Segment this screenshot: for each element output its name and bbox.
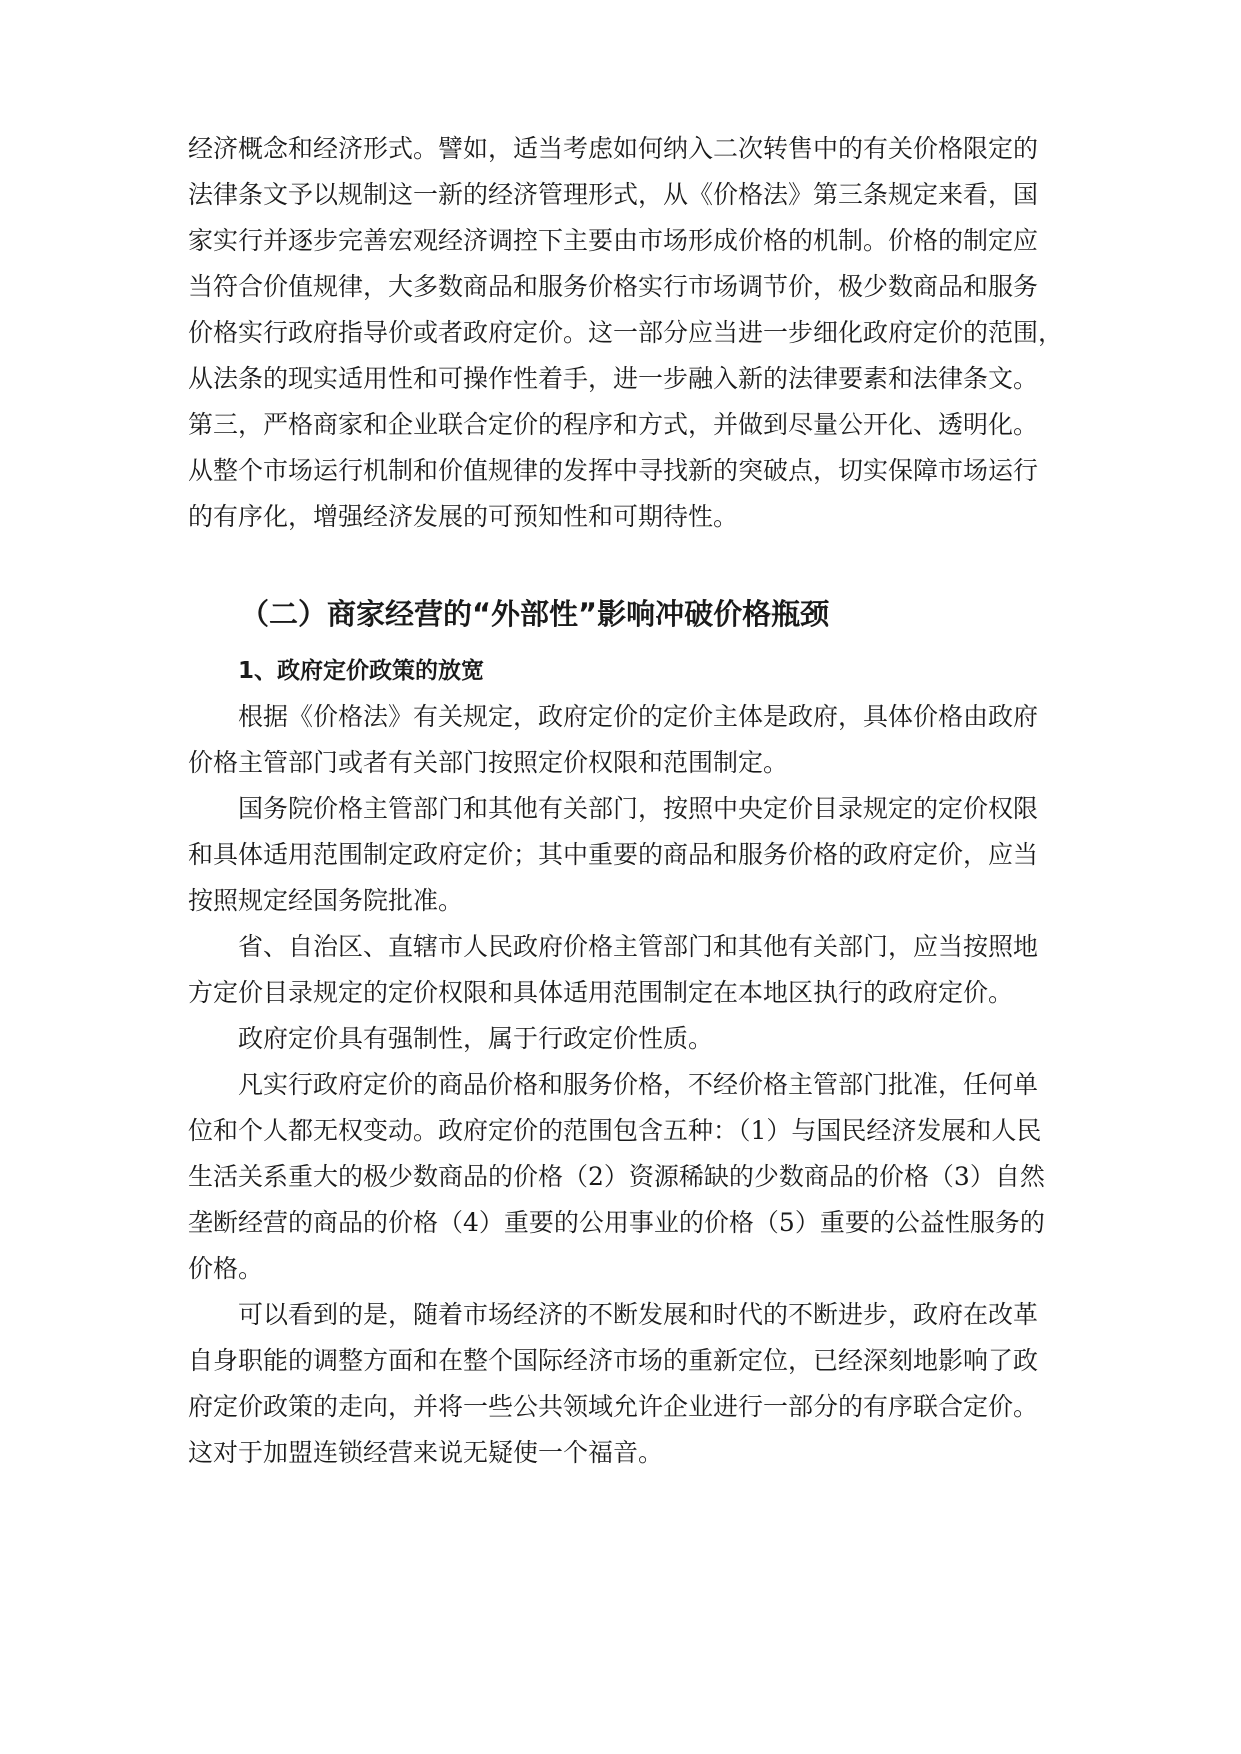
paragraph-1-line-8: 从整个市场运行机制和价值规律的发挥中寻找新的突破点，切实保障市场运行	[188, 456, 1039, 485]
paragraph-1-line-2: 法律条文予以规制这一新的经济管理形式，从《价格法》第三条规定来看，国	[188, 180, 1039, 209]
paragraph-3-line-2: 和具体适用范围制定政府定价；其中重要的商品和服务价格的政府定价，应当	[188, 840, 1039, 869]
paragraph-1-line-1: 经济概念和经济形式。譬如，适当考虑如何纳入二次转售中的有关价格限定的	[188, 134, 1039, 163]
paragraph-4-line-1: 省、自治区、直辖市人民政府价格主管部门和其他有关部门，应当按照地	[238, 932, 1039, 961]
paragraph-1-line-4: 当符合价值规律，大多数商品和服务价格实行市场调节价，极少数商品和服务	[188, 272, 1039, 301]
paragraph-5-line-1: 政府定价具有强制性，属于行政定价性质。	[238, 1024, 714, 1053]
sub-heading: 1、政府定价政策的放宽	[238, 658, 485, 684]
paragraph-2-line-2: 价格主管部门或者有关部门按照定价权限和范围制定。	[188, 748, 789, 777]
paragraph-7-line-4: 这对于加盟连锁经营来说无疑使一个福音。	[188, 1438, 664, 1467]
section-heading: （二）商家经营的“外部性”影响冲破价格瓶颈	[240, 597, 830, 631]
paragraph-7-line-2: 自身职能的调整方面和在整个国际经济市场的重新定位，已经深刻地影响了政	[188, 1346, 1039, 1375]
paragraph-2-line-1: 根据《价格法》有关规定，政府定价的定价主体是政府，具体价格由政府	[238, 702, 1039, 731]
paragraph-6-line-2: 位和个人都无权变动。政府定价的范围包含五种：（1）与国民经济发展和人民	[188, 1116, 1042, 1145]
paragraph-1-line-9: 的有序化，增强经济发展的可预知性和可期待性。	[188, 502, 739, 531]
paragraph-3-line-3: 按照规定经国务院批准。	[188, 886, 464, 915]
paragraph-3-line-1: 国务院价格主管部门和其他有关部门，按照中央定价目录规定的定价权限	[238, 794, 1039, 823]
paragraph-1-line-6: 从法条的现实适用性和可操作性着手，进一步融入新的法律要素和法律条文。	[188, 364, 1039, 393]
paragraph-6-line-5: 价格。	[188, 1254, 264, 1283]
paragraph-6-line-4: 垄断经营的商品的价格（4）重要的公用事业的价格（5）重要的公益性服务的	[188, 1208, 1045, 1237]
paragraph-7-line-3: 府定价政策的走向，并将一些公共领域允许企业进行一部分的有序联合定价。	[188, 1392, 1039, 1421]
paragraph-1-line-3: 家实行并逐步完善宏观经济调控下主要由市场形成价格的机制。价格的制定应	[188, 226, 1039, 255]
paragraph-6-line-3: 生活关系重大的极少数商品的价格（2）资源稀缺的少数商品的价格（3）自然	[188, 1162, 1045, 1191]
paragraph-4-line-2: 方定价目录规定的定价权限和具体适用范围制定在本地区执行的政府定价。	[188, 978, 1014, 1007]
paragraph-6-line-1: 凡实行政府定价的商品价格和服务价格，不经价格主管部门批准，任何单	[238, 1070, 1039, 1099]
paragraph-7-line-1: 可以看到的是，随着市场经济的不断发展和时代的不断进步，政府在改革	[238, 1300, 1039, 1329]
paragraph-1-line-5: 价格实行政府指导价或者政府定价。这一部分应当进一步细化政府定价的范围，	[188, 318, 1064, 347]
paragraph-1-line-7: 第三，严格商家和企业联合定价的程序和方式，并做到尽量公开化、透明化。	[188, 410, 1039, 439]
